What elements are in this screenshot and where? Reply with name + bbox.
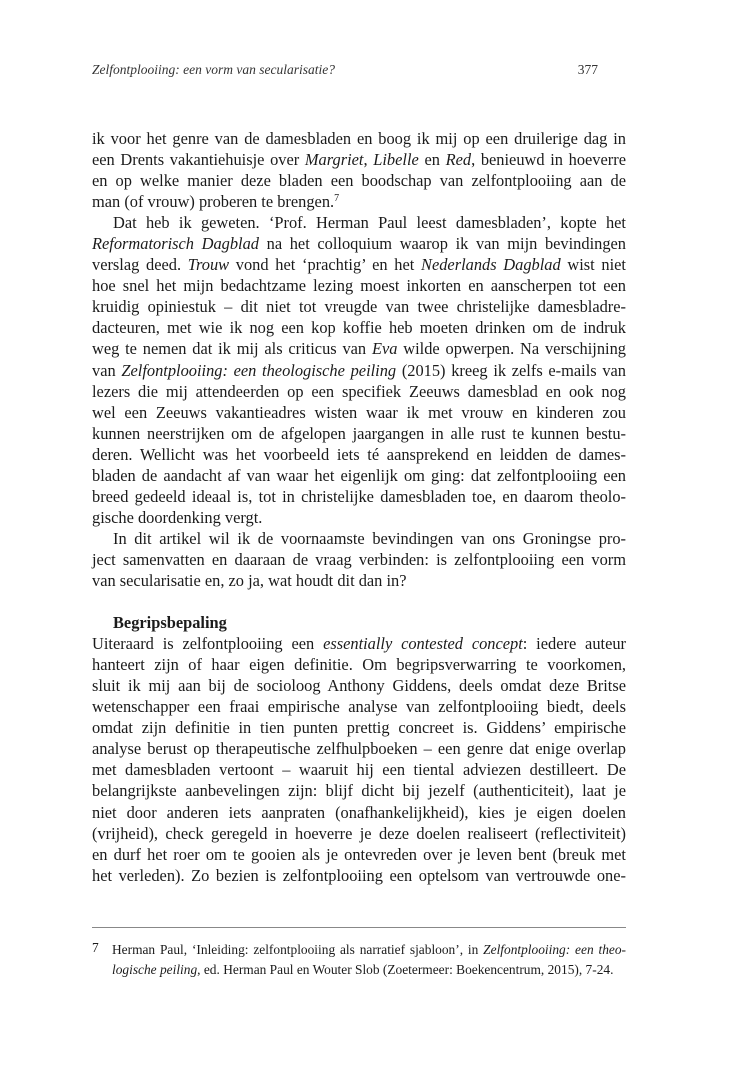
text-line: hanteert zijn of haar eigen definitie. Om begripsverwarring te voorkomen,: [92, 655, 626, 675]
running-head: [92, 62, 598, 82]
text-line: wetenschapper een fraai empirische analyse van zelfontplooiing biedt, deels: [92, 697, 626, 717]
text-line: dacteuren, met wie ik nog een kop koffie heb moeten drinken om de indruk: [92, 318, 626, 338]
text-line: en durf het roer om te gooien als je ontevreden over je leven bent (breuk met: [92, 844, 626, 864]
text-line: In dit artikel wil ik de voornaamste bevindingen van ons Groningse pro-: [113, 528, 626, 548]
footnote-line: logische peiling, ed. Herman Paul en Wouter Slob (Zoetermeer: Boekencentrum, 2015), 7-24.: [112, 962, 614, 977]
text-line: deren. Wellicht was het voorbeeld iets té aansprekend en leidden de dames-: [92, 444, 626, 464]
text-line: verslag deed. Trouw vond het ‘prachtig’ en het Nederlands Dagblad wist niet: [92, 255, 626, 275]
text-line: en op welke manier deze bladen een boodschap van zelfontplooiing aan de: [92, 171, 626, 191]
text-line: het verleden). Zo bezien is zelfontplooiing een optelsom van vertrouwde one-: [92, 865, 626, 885]
section-heading: Begripsbepaling: [113, 613, 227, 633]
text-line: man (of vrouw) proberen te brengen.$^7$: [92, 192, 340, 212]
text-line: bladen de aandacht af van waar het eigenlijk om ging: dat zelfontplooiing een: [92, 465, 626, 485]
text-line: lezers die mij attendeerden op een specifiek Zeeuws damesblad en ook nog: [92, 381, 626, 401]
page-number: 377: [577, 62, 598, 77]
footnote-divider: [92, 927, 626, 928]
text-line: Reformatorisch Dagblad na het colloquium waarop ik van mijn bevindingen: [92, 234, 626, 254]
text-line: breed gedeeld ideaal is, tot in christelijke damesbladen toe, en daarom theolo-: [92, 486, 626, 506]
text-line: Uiteraard is zelfontplooiing een essentially contested concept: iedere auteur: [92, 634, 627, 654]
text-line: niet door anderen iets aanpraten (onafhankelijkheid), kies je eigen doelen: [92, 802, 626, 822]
running-title: Zelfontplooiing: een vorm van secularisatie?: [92, 62, 335, 77]
footnote: [92, 940, 626, 980]
text-line: ject samenvatten en daaraan de vraag verbinden: is zelfontplooiing een vorm: [92, 549, 626, 569]
text-line: kruidig opiniestuk – dit niet tot vreugde van twee christelijke damesbladre-: [92, 297, 626, 317]
text-line: sluit ik mij aan bij de socioloog Anthony Giddens, deels omdat deze Britse: [92, 676, 626, 696]
text-line: (vrijheid), check geregeld in hoeverre je deze doelen realiseert (reflectiviteit): [92, 823, 626, 843]
text-line: van Zelfontplooiing: een theologische peiling (2015) kreeg ik zelfs e-mails van: [92, 360, 627, 380]
footnote-reference[interactable]: 7: [334, 193, 340, 205]
text-line: met damesbladen vertoont – waaruit hij een tiental adviezen destilleert. De: [92, 760, 626, 780]
blank-line: [92, 591, 626, 612]
text-line: van secularisatie en, zo ja, wat houdt dit dan in?: [92, 570, 407, 590]
body-text: [92, 128, 626, 886]
text-line: analyse berust op therapeutische zelfhulpboeken – een genre dat enige overlap: [92, 739, 626, 759]
text-line: kunnen neerstrijken om de afgelopen jaargangen in alle rust te kunnen bestu-: [92, 423, 626, 443]
text-line: gische doordenking vergt.: [92, 507, 263, 527]
text-line: Dat heb ik geweten. ‘Prof. Herman Paul leest damesbladen’, kopte het: [113, 213, 626, 233]
text-line: belangrijkste aanbevelingen zijn: blijf dicht bij jezelf (authenticiteit), laat je: [92, 781, 626, 801]
text-line: wel een Zeeuws vakantieadres wisten waar ik met vrouw en kinderen zou: [92, 402, 626, 422]
footnote-number: 7: [92, 940, 99, 955]
text-line: omdat zijn definitie in tien punten prettig concreet is. Giddens’ empirische: [92, 718, 626, 738]
text-line: een Drents vakantiehuisje over Margriet, Libelle en Red, benieuwd in hoeverre: [92, 150, 626, 170]
text-line: ik voor het genre van de damesbladen en boog ik mij op een druilerige dag in: [92, 129, 626, 148]
text-line: hoe snel het mijn bedachtzame lezing moest inkorten en aanscherpen tot een: [92, 276, 626, 296]
text-line: weg te nemen dat ik mij als criticus van Eva wilde opwerpen. Na verschijning: [92, 339, 626, 359]
footnote-line: Herman Paul, ‘Inleiding: zelfontplooiing als narratief sjabloon’, in Zelfontplooiing: een theo-: [112, 942, 626, 957]
